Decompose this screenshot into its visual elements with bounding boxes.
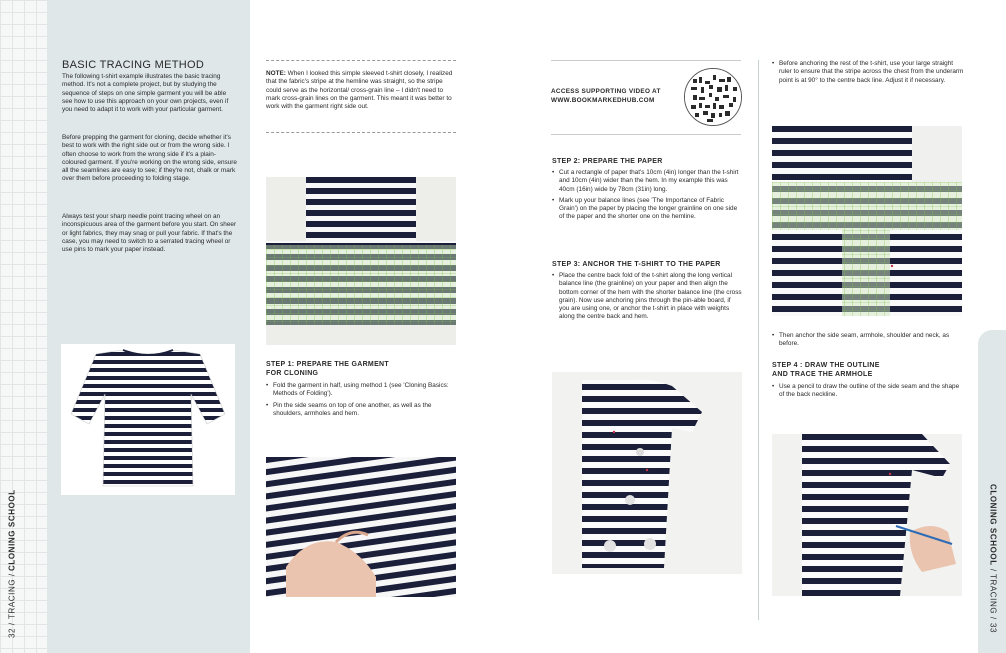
column-divider — [758, 60, 759, 620]
paragraph-intro: The following t-shirt example illustrates the basic tracing method. It's not a complete project, but by studying the sequence of steps on one simple garment you will be able see how to use this approach on your own projects, even if you need to adapt it to work with your particular garment. — [62, 73, 229, 114]
step1-list — [266, 382, 456, 421]
col4-mid-list — [772, 332, 964, 352]
video-link[interactable]: ACCESS SUPPORTING VIDEO AT WWW.BOOKMARKEDHUB.COM — [551, 88, 661, 104]
step3-list — [552, 272, 742, 325]
step3-heading: STEP 3: ANCHOR THE T-SHIRT TO THE PAPER — [552, 261, 721, 268]
photo-tshirt-pinned — [552, 372, 742, 574]
step4-heading: STEP 4 : DRAW THE OUTLINE AND TRACE THE ARMHOLE — [772, 362, 880, 378]
list-item: • Then anchor the side seam, armhole, shoulder and neck, as before. — [772, 332, 964, 349]
list-item: • Before anchoring the rest of the t-shirt, use your large straight ruler to ensure that the stripe across the chest from the underarm point is at 90° to the centre back line. Adjust it if necessary. — [772, 60, 964, 85]
paragraph-testing: Always test your sharp needle point tracing wheel on an inconspicuous area of the garment before you start. On sheer or light fabrics, they may snag or pull your fabric. If that's the case, you may need to switch to a serrated tracing wheel or use pins to mark your paper instead. — [62, 213, 237, 254]
note-rule-top — [266, 60, 456, 61]
video-rule-top — [551, 60, 741, 61]
running-head-left: 32 / TRACING / CLONING SCHOOL — [7, 489, 17, 638]
step2-heading: STEP 2: PREPARE THE PAPER — [552, 158, 663, 165]
note-rule-bottom — [266, 132, 456, 133]
list-item: • Fold the garment in half, using method 1 (see 'Cloning Basics: Methods of Folding'). — [266, 382, 456, 399]
col4-top-list — [772, 60, 964, 88]
list-item: • Place the centre back fold of the t-shirt along the long vertical balance line (the grainline) on your paper and then align the bottom corner of the hem with the shorter balance line (the cross grain). Now use anchoring pins through the pin-able board, if you are using one, or anchor the t-shirt in place with weights along the centre back and hem. — [552, 272, 742, 322]
list-item: • Pin the side seams on top of one another, as well as the shoulders, armholes and hem. — [266, 402, 456, 419]
paragraph-prep: Before prepping the garment for cloning, decide whether it's best to work with the right side out or from the wrong side. I often choose to work from the wrong side if it's a plain-coloured garment. If you're working on the wrong side, ensure all the seamlines are easy to see; if they're not, chalk or mark over them before proceeding to folding stage. — [62, 134, 237, 183]
list-item: • Mark up your balance lines (see 'The Importance of Fabric Grain') on the paper by placing the longer grainline on one side of the paper and the shorter one on the hemline. — [552, 197, 742, 222]
photo-striped-tshirt — [61, 344, 235, 495]
step4-list — [772, 383, 964, 403]
step1-heading: STEP 1: PREPARE THE GARMENT FOR CLONING — [266, 361, 389, 377]
step2-list — [552, 169, 742, 225]
photo-ruler-on-stripes — [266, 177, 456, 345]
qr-code-icon[interactable] — [684, 68, 742, 126]
video-rule-bottom — [551, 134, 741, 135]
running-head-right: CLONING SCHOOL / TRACING / 33 — [988, 484, 998, 633]
photo-ruler-check-90 — [772, 126, 962, 316]
list-item: • Use a pencil to draw the outline of the side seam and the shape of the back neckline. — [772, 383, 964, 400]
photo-folding-garment — [266, 457, 456, 597]
section-title: BASIC TRACING METHOD — [62, 59, 205, 71]
list-item: • Cut a rectangle of paper that's 10cm (4in) longer than the t-shirt and 10cm (4in) wider than the hem. In my example this was 40cm (16in) wide by 78cm (31in) long. — [552, 169, 742, 194]
note-block: NOTE: When I looked this simple sleeved t-shirt closely, I realized that the fabric's stripe at the hemline was straight, so the stripe could serve as the horizontal/ cross-grain line – I didn't need to mark cross-grain lines on the garment. This meant it was better to work with the garment right side out. — [266, 70, 453, 111]
photo-tracing-armhole — [772, 434, 962, 596]
